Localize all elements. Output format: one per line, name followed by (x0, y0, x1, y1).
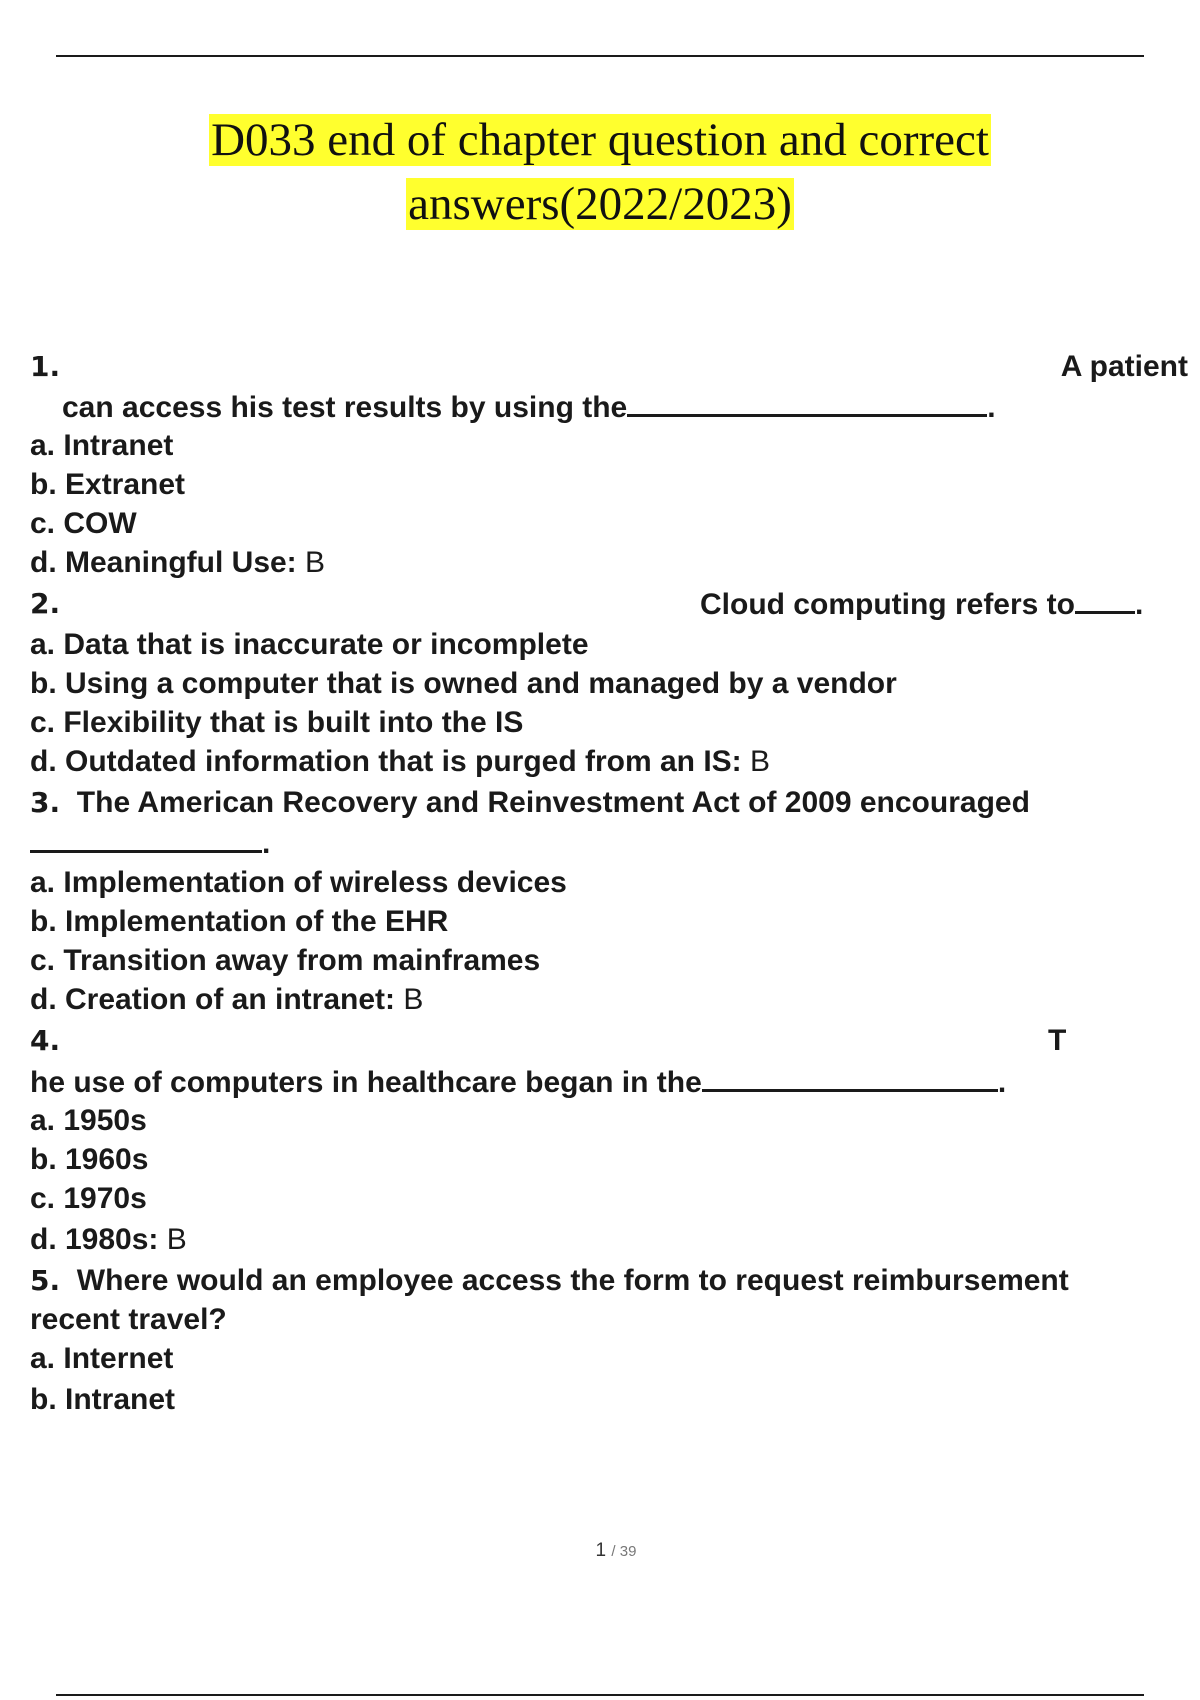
question-4-option-a: a. 1950s (30, 1104, 147, 1137)
question-4-number: 4. (30, 1024, 61, 1057)
answer-blank (627, 388, 987, 417)
question-1-option-a: a. Intranet (30, 429, 174, 462)
question-4-stem: he use of computers in healthcare began in the . (30, 1063, 1200, 1102)
question-4-option-d: d. 1980s: B (30, 1223, 187, 1256)
top-rule (56, 55, 1144, 57)
question-4-stem-start: T (1048, 1024, 1067, 1057)
question-1-stem: can access his test results by using the . (62, 388, 1200, 427)
question-3-stem: 3. The American Recovery and Reinvestment Act of 2009 encouraged (30, 786, 1030, 819)
title-line-2: answers(2022/2023) (408, 178, 792, 230)
question-1-option-b: b. Extranet (30, 468, 186, 501)
question-2-answer: B (750, 745, 771, 778)
question-1-option-c: c. COW (30, 507, 137, 540)
question-1-answer: B (305, 546, 326, 579)
question-2-option-d: d. Outdated information that is purged from an IS: B (30, 745, 771, 778)
question-1-number: 1. (30, 350, 61, 383)
question-2-number: 2. (30, 587, 61, 620)
question-4-answer: B (166, 1223, 187, 1256)
question-5-stem-cont: recent travel? (30, 1303, 227, 1336)
question-2-option-b: b. Using a computer that is owned and managed by a vendor (30, 667, 897, 700)
question-5-stem: 5. Where would an employee access the form to request reimbursement (30, 1264, 1069, 1297)
page-total: / 39 (611, 1543, 637, 1560)
question-2-stem: Cloud computing refers to . (700, 585, 1143, 624)
document-title (0, 108, 1200, 236)
answer-blank (702, 1063, 998, 1092)
question-5-option-a: a. Internet (30, 1342, 174, 1375)
question-3-answer: B (403, 983, 424, 1016)
question-4-option-b: b. 1960s (30, 1143, 149, 1176)
question-3-option-a: a. Implementation of wireless devices (30, 866, 567, 899)
question-2-option-a: a. Data that is inaccurate or incomplete (30, 628, 589, 661)
title-line-1: D033 end of chapter question and correct (211, 114, 989, 166)
question-3-option-b: b. Implementation of the EHR (30, 905, 449, 938)
answer-blank (1075, 585, 1135, 614)
question-4-option-c: c. 1970s (30, 1182, 147, 1215)
bottom-rule (56, 1694, 1144, 1696)
question-3-blank-line: . (30, 824, 1200, 863)
question-1-stem-start: A patient (1060, 350, 1188, 383)
question-2-option-c: c. Flexibility that is built into the IS (30, 706, 524, 739)
question-3-option-d: d. Creation of an intranet: B (30, 983, 424, 1016)
page-indicator (0, 1540, 1200, 1562)
page-current: 1 (595, 1540, 607, 1561)
question-3-option-c: c. Transition away from mainframes (30, 944, 541, 977)
question-5-option-b: b. Intranet (30, 1383, 176, 1416)
answer-blank (30, 824, 262, 853)
question-1-option-d: d. Meaningful Use: B (30, 546, 326, 579)
